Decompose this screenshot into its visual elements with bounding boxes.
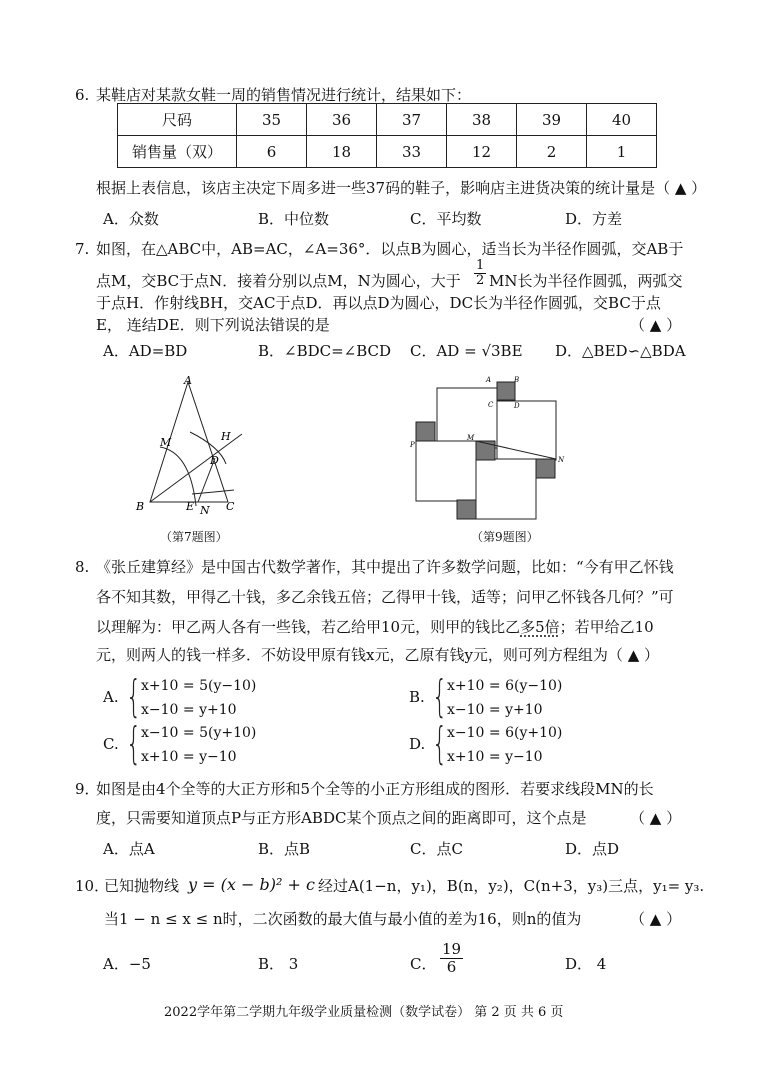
table-cell: 35 [237, 104, 307, 136]
q8-line1: 《张丘建算经》是中国古代数学著作，其中提出了许多数学问题，比如：“今有甲乙怀钱 [96, 558, 674, 576]
q10-option-d: D． 4 [565, 955, 607, 973]
q9-option-d: D．点D [565, 840, 620, 858]
table-cell: 37 [377, 104, 447, 136]
figure-9-caption: （第9题图） [471, 530, 539, 544]
q8-line2: 各不知其数，甲得乙十钱，多乙余钱五倍；乙得甲十钱，适等；问甲乙怀钱各几何？”可 [96, 588, 674, 606]
label-C: C [226, 500, 235, 513]
q10-line1a: 已知抛物线 [104, 877, 180, 895]
label-A: A [184, 374, 192, 387]
q8-option-c-label: C. [103, 735, 119, 753]
q9-number: 9． [75, 780, 100, 798]
q7-line4: E， 连结DE．则下列说法错误的是 [96, 316, 330, 334]
figure-7-triangle [130, 372, 270, 522]
q8-line3 [96, 620, 654, 635]
q9-option-c: C．点C [410, 840, 463, 858]
q8-number: 8. [75, 558, 90, 576]
table-cell: 38 [447, 104, 517, 136]
q10-formula: y = (x − b)² + c [188, 875, 315, 894]
table-cell: 2 [517, 136, 587, 168]
q6-option-b: B．中位数 [258, 210, 330, 228]
q8-option-d-label: D. [409, 735, 426, 753]
q7-line3: 于点H．作射线BH，交AC于点D．再以点D为圆心，DC长为半径作圆弧，交BC于点 [96, 294, 661, 312]
q9-line1: 如图是由4个全等的大正方形和5个全等的小正方形组成的图形．若要求线段MN的长 [96, 780, 654, 798]
brace-icon: { [126, 718, 142, 769]
figure-9-squares [406, 374, 576, 524]
size-sales-table [117, 103, 657, 168]
table-cell: 尺码 [118, 104, 237, 136]
figure-7-caption: （第7题图） [160, 530, 228, 544]
table-cell: 39 [517, 104, 587, 136]
table-cell: 12 [447, 136, 517, 168]
label-E: E [186, 500, 195, 513]
q7-option-b: B．∠BDC=∠BCD [258, 342, 392, 360]
q6-number: 6. [75, 86, 90, 104]
label-N: N [200, 504, 210, 517]
fraction-numerator: 19 [442, 940, 462, 958]
fraction-denominator: 2 [476, 273, 485, 289]
q7-line2a: 点M，交BC于点N．接着分别以点M，N为圆心，大于 [96, 272, 461, 290]
q8-option-a-label: A. [103, 688, 119, 706]
q7-line2b: MN长为半径作圆弧，两弧交 [489, 272, 683, 290]
q9-option-b: B．点B [258, 840, 311, 858]
table-cell: 33 [377, 136, 447, 168]
fraction-numerator: 1 [476, 258, 485, 273]
q10-number: 10． [75, 877, 110, 895]
label-C: C [488, 401, 494, 409]
table-cell: 销售量（双） [118, 136, 237, 168]
q8-line3b: ；若甲给乙10 [559, 618, 654, 636]
table-cell: 1 [587, 136, 657, 168]
q7-option-a: A．AD=BD [103, 342, 188, 360]
q10-option-c-fraction [440, 941, 463, 975]
q7-answer-mark: （ ▲ ） [630, 316, 682, 334]
q6-question: 根据上表信息，该店主决定下周多进一些37码的鞋子，影响店主进货决策的统计量是（ ▲ ） [96, 179, 707, 197]
label-M: M [160, 436, 172, 449]
q6-option-c: C．平均数 [410, 210, 482, 228]
label-P: P [410, 441, 415, 449]
q6-stem: 某鞋店对某款女鞋一周的销售情况进行统计，结果如下： [96, 86, 472, 104]
q10-line2: 当1 − n ≤ x ≤ n时，二次函数的最大值与最小值的差为16，则n的值为 [104, 910, 582, 928]
q6-option-a: A．众数 [103, 210, 159, 228]
q7-option-c: C．AD = √3BE [410, 342, 523, 360]
label-M: M [467, 434, 475, 442]
label-D: D [514, 402, 520, 410]
q10-option-a: A．−5 [103, 955, 151, 973]
brace-icon: { [432, 671, 448, 722]
q8-option-b-eq2: x−10 = y+10 [447, 702, 543, 718]
q8-option-d-eq1: x−10 = 6(y+10) [447, 725, 563, 741]
q8-option-a-eq1: x+10 = 5(y−10) [141, 678, 257, 694]
q7-line1: 如图，在△ABC中，AB=AC，∠A=36°．以点B为圆心，适当长为半径作圆弧，交AB于 [96, 240, 684, 258]
q9-line2: 度，只需要知道顶点P与正方形ABDC某个顶点之间的距离即可，这个点是 [96, 809, 587, 827]
q8-option-d-eq2: x+10 = y−10 [447, 749, 543, 765]
brace-icon: { [126, 671, 142, 722]
label-B: B [136, 500, 145, 513]
brace-icon: { [432, 718, 448, 769]
fraction-denominator: 6 [446, 957, 457, 976]
label-A: A [486, 376, 492, 384]
q7-number: 7. [75, 240, 90, 258]
label-B: B [514, 376, 520, 384]
table-cell: 6 [237, 136, 307, 168]
table-cell: 36 [307, 104, 377, 136]
q7-fraction [474, 259, 486, 289]
q8-option-b-eq1: x+10 = 6(y−10) [447, 678, 563, 694]
q10-option-b: B． 3 [258, 955, 299, 973]
q8-line3a: 以理解为：甲乙两人各有一些钱，若乙给甲10元，则甲的钱比乙 [96, 618, 521, 636]
label-D: D [210, 454, 219, 467]
q10-line1b: 经过A(1−n，y₁)，B(n，y₂)，C(n+3，y₃)三点，y₁= y₃. [318, 877, 705, 895]
q6-option-d: D．方差 [565, 210, 623, 228]
q8-option-a-eq2: x−10 = y+10 [141, 702, 237, 718]
table-row [118, 136, 657, 168]
q8-option-c-eq1: x−10 = 5(y+10) [141, 725, 257, 741]
table-cell: 18 [307, 136, 377, 168]
q9-option-a: A．点A [103, 840, 155, 858]
q9-answer-mark: （ ▲ ） [630, 809, 682, 827]
q8-option-b-label: B. [409, 688, 425, 706]
table-cell: 40 [587, 104, 657, 136]
label-H: H [221, 430, 231, 443]
q8-option-c-eq2: x+10 = y−10 [141, 749, 237, 765]
q10-option-c: C． [410, 955, 437, 973]
page-footer: 2022学年第二学期九年级学业质量检测（数学试卷） 第 2 页 共 6 页 [164, 1005, 564, 1020]
q8-line4: 元，则两人的钱一样多．不妨设甲原有钱x元，乙原有钱y元，则可列方程组为（ ▲ ） [96, 646, 660, 664]
q8-emphasis: 多5倍 [520, 618, 560, 636]
q10-answer-mark: （ ▲ ） [630, 910, 682, 928]
label-N: N [558, 456, 565, 464]
table-row [118, 104, 657, 136]
q7-option-d: D．△BED∽△BDA [555, 342, 686, 360]
